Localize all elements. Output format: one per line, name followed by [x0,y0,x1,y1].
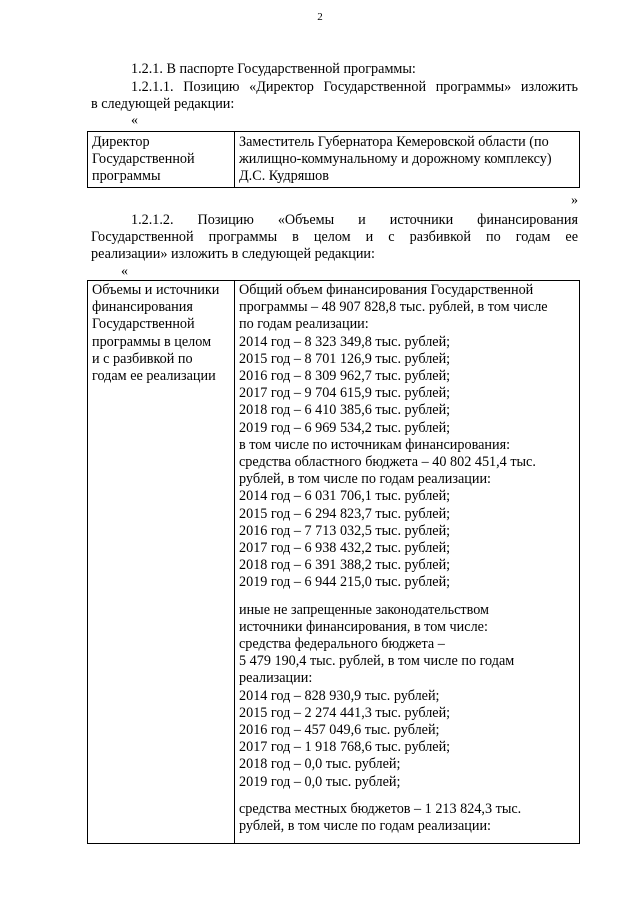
closing-quote: » [571,193,578,208]
cell-line: в том числе по источникам финансирования: [239,436,511,453]
spacer [239,592,575,602]
cell-line: и с разбивкой по [92,350,193,367]
cell-line: программы [92,168,161,184]
cell-line: 2015 год – 2 274 441,3 тыс. рублей; [239,704,451,721]
cell-line: программы в целом [92,333,212,350]
paragraph-1-2-1: 1.2.1. В паспорте Государственной программы: [131,61,416,77]
spacer [239,791,575,801]
cell-line: средства федерального бюджета – [239,636,445,653]
paragraph-1-2-1-2-line3: реализации» изложить в следующей редакции: [91,246,375,262]
cell-line: 2014 год – 828 930,9 тыс. рублей; [239,687,440,704]
cell-line: Государственной [92,151,195,167]
cell-line: 2017 год – 6 938 432,2 тыс. рублей; [239,540,451,557]
cell-line: Государственной [92,316,195,333]
cell-line: 2018 год – 6 391 388,2 тыс. рублей; [239,557,451,574]
cell-line: рублей, в том числе по годам реализации: [239,818,491,835]
director-table [87,131,580,188]
cell-line: реализации: [239,670,313,687]
cell-line: иные не запрещенные законодательством [239,601,490,618]
page-number: 2 [317,11,323,23]
funding-table [87,280,580,844]
funding-value-cell [235,281,580,844]
cell-line: 2018 год – 0,0 тыс. рублей; [239,756,401,773]
cell-line: Общий объем финансирования Государственной [239,282,534,298]
paragraph-1-2-1-2-line2: Государственной программы в целом и с разбивкой по годам ее [91,229,578,245]
cell-line: 2015 год – 8 701 126,9 тыс. рублей; [239,350,451,367]
cell-line: программы – 48 907 828,8 тыс. рублей, в том числе [239,299,548,316]
cell-line: жилищно-коммунальному и дорожному комплексу) [239,151,552,167]
cell-line: 2016 год – 7 713 032,5 тыс. рублей; [239,522,451,539]
cell-line: Заместитель Губернатора Кемеровской области (по [239,134,549,150]
cell-line: 2014 год – 6 031 706,1 тыс. рублей; [239,488,451,505]
cell-line: источники финансирования, в том числе: [239,618,488,635]
director-label-cell [88,132,235,188]
opening-quote: « [131,113,138,128]
cell-line: по годам реализации: [239,316,369,333]
paragraph-1-2-1-2-line1: 1.2.1.2. Позицию «Объемы и источники финансирования [131,212,578,228]
funding-label-cell [88,281,235,844]
cell-line: 2014 год – 8 323 349,8 тыс. рублей; [239,333,451,350]
cell-line: средства областного бюджета – 40 802 451,4 тыс. [239,454,536,471]
cell-line: годам ее реализации [92,368,216,385]
cell-line: Объемы и источники [92,282,220,298]
cell-line: 2017 год – 1 918 768,6 тыс. рублей; [239,739,451,756]
paragraph-1-2-1-1-line2: в следующей редакции: [91,96,235,112]
cell-line: рублей, в том числе по годам реализации: [239,471,491,488]
cell-line: 2018 год – 6 410 385,6 тыс. рублей; [239,402,451,419]
cell-line: Д.С. Кудряшов [239,168,329,184]
cell-line: 2019 год – 6 944 215,0 тыс. рублей; [239,574,451,591]
cell-line: 2016 год – 457 049,6 тыс. рублей; [239,722,440,739]
opening-quote-2: « [121,264,128,279]
cell-line: 2019 год – 6 969 534,2 тыс. рублей; [239,419,451,436]
cell-line: средства местных бюджетов – 1 213 824,3 тыс. [239,800,522,817]
director-value-cell [235,132,580,188]
cell-line: 2019 год – 0,0 тыс. рублей; [239,773,401,790]
cell-line: 2017 год – 9 704 615,9 тыс. рублей; [239,385,451,402]
cell-line: Директор [92,134,150,150]
cell-line: финансирования [92,299,193,316]
paragraph-1-2-1-1-line1: 1.2.1.1. Позицию «Директор Государственной программы» изложить [131,79,578,95]
cell-line: 2016 год – 8 309 962,7 тыс. рублей; [239,368,451,385]
cell-line: 5 479 190,4 тыс. рублей, в том числе по годам [239,653,515,670]
cell-line: 2015 год – 6 294 823,7 тыс. рублей; [239,505,451,522]
